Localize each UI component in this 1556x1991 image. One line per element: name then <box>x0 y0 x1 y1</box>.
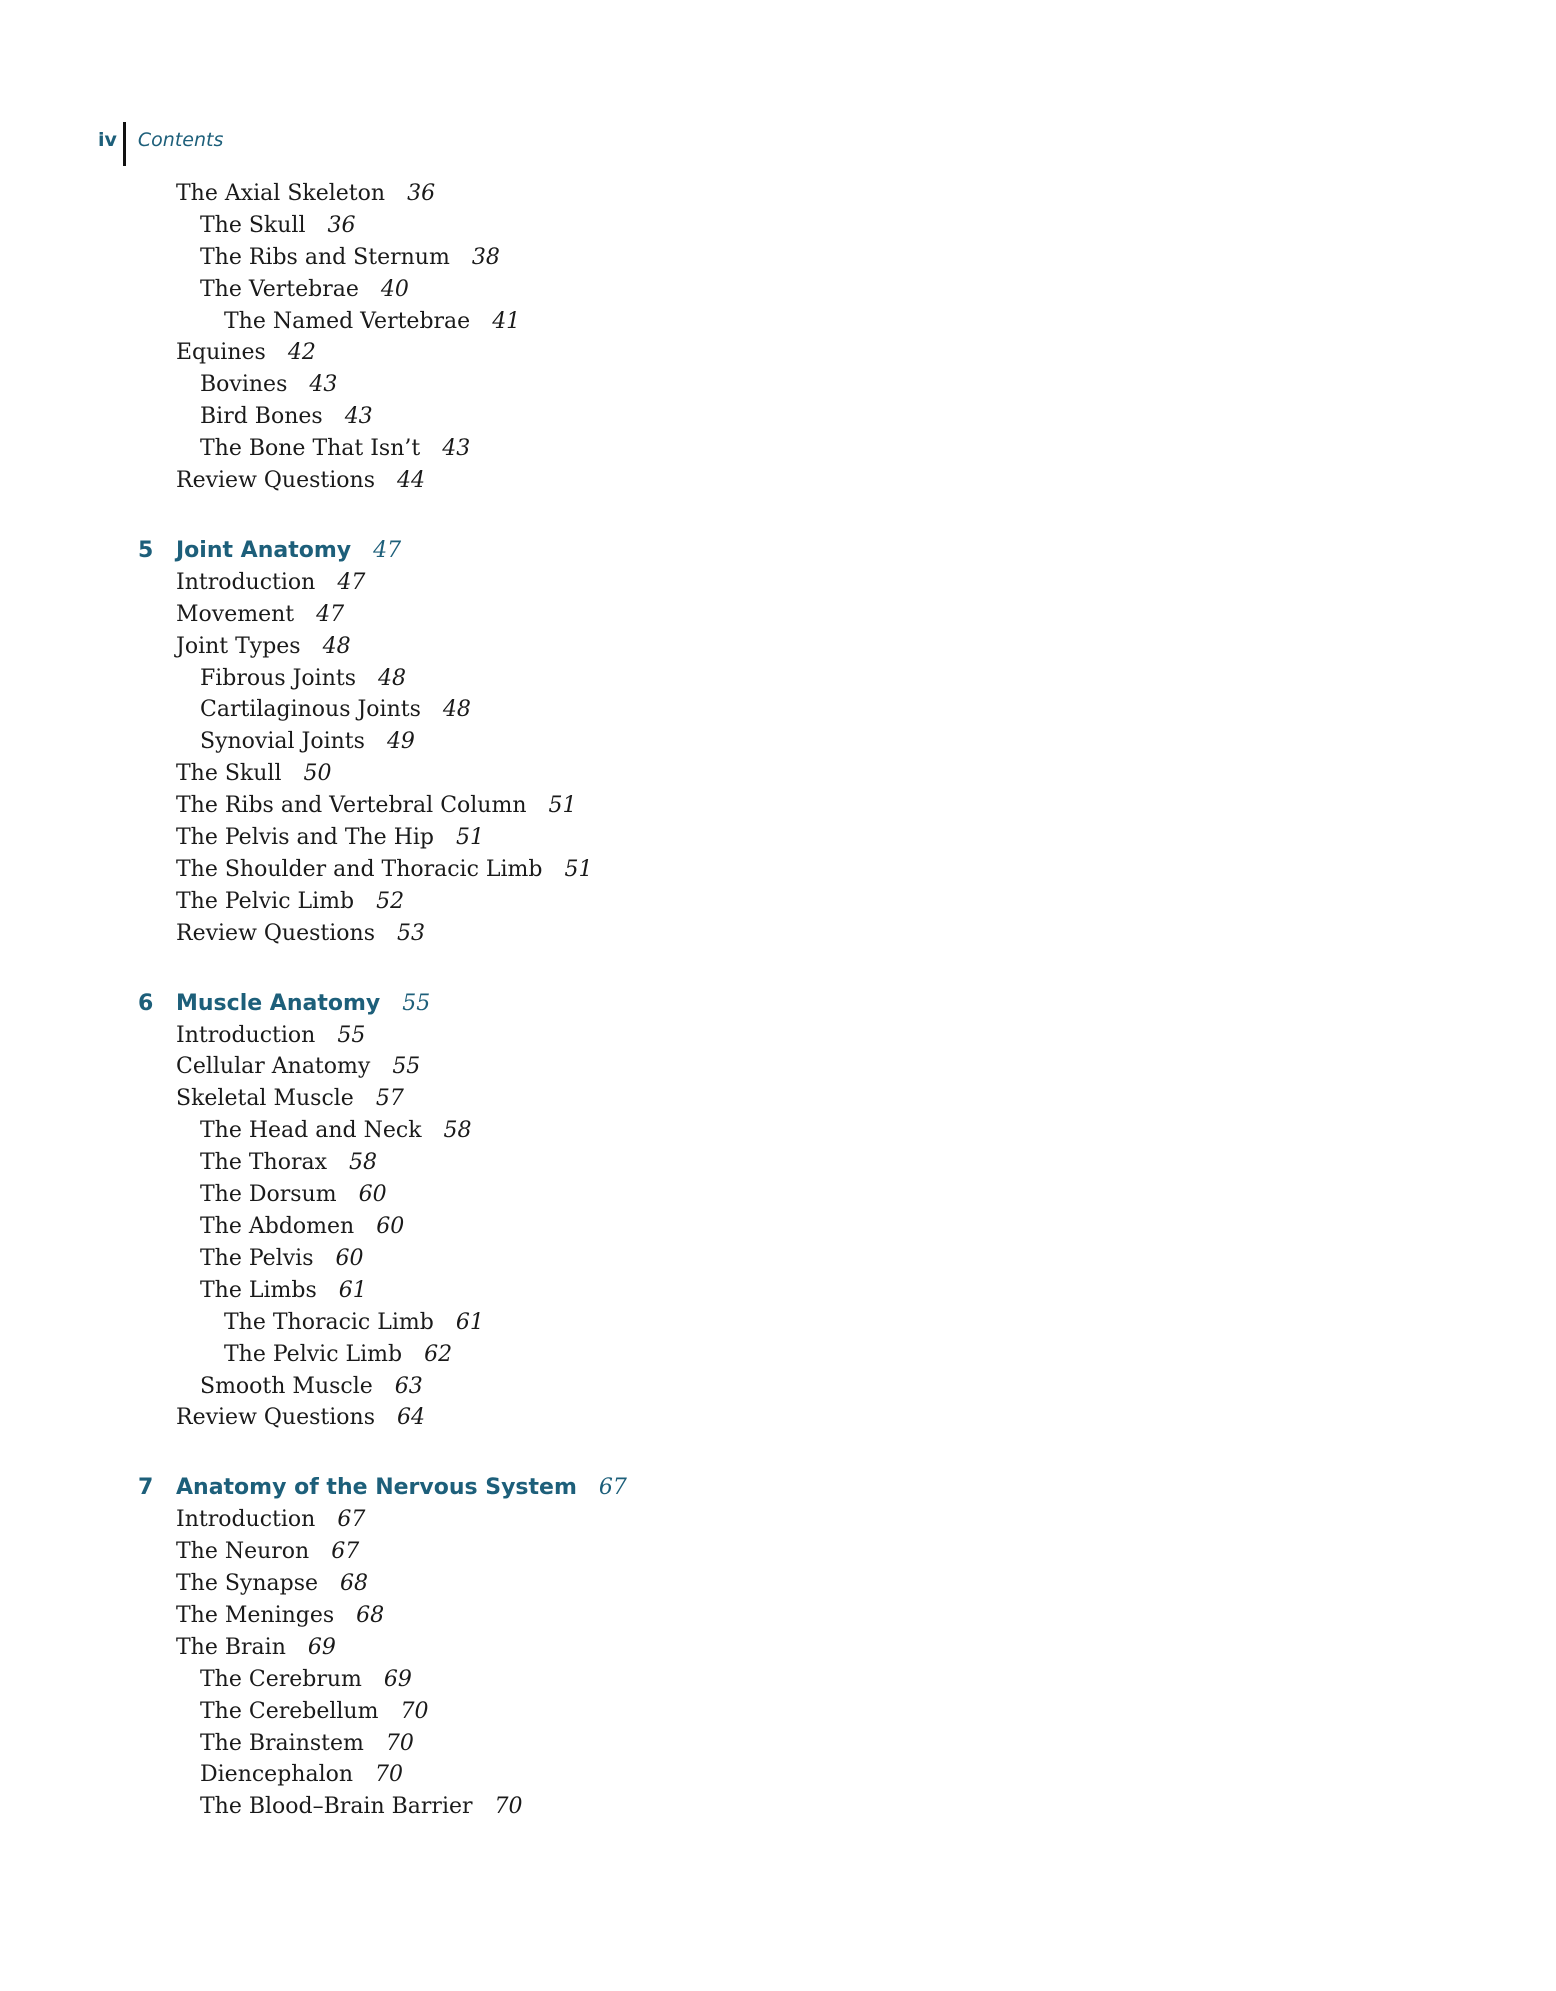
toc-entry-title: The Bone That Isn’t <box>200 436 421 461</box>
toc-entry-title: Bovines <box>200 372 288 397</box>
page-number: 55 <box>337 1023 366 1048</box>
toc-entry[interactable] <box>176 178 435 210</box>
page-number: 60 <box>376 1214 405 1239</box>
toc-entry[interactable] <box>176 337 316 369</box>
page-number: 64 <box>397 1405 425 1430</box>
toc-entry-title: Cellular Anatomy <box>176 1054 371 1079</box>
toc-entry-title: The Pelvis and The Hip <box>176 825 434 850</box>
toc-entry-title: The Pelvic Limb <box>176 889 355 914</box>
page-number: 61 <box>338 1278 367 1303</box>
toc-entry-title: Introduction <box>176 570 316 595</box>
toc-entry-title: The Thoracic Limb <box>224 1310 434 1335</box>
page-number: 47 <box>316 602 345 627</box>
toc-entry-title: Movement <box>176 602 295 627</box>
toc-entry-title: The Shoulder and Thoracic Limb <box>176 857 543 882</box>
page-number: 57 <box>375 1086 404 1111</box>
toc-entry[interactable] <box>176 854 593 886</box>
page-number: 67 <box>331 1539 360 1564</box>
page-number: 42 <box>287 340 316 365</box>
chapter-title: Muscle Anatomy <box>176 991 381 1016</box>
page-number: 43 <box>344 404 373 429</box>
toc-entry-title: The Vertebrae <box>200 277 359 302</box>
toc-entry[interactable] <box>200 401 373 433</box>
toc-entry[interactable] <box>200 1243 363 1275</box>
toc-entry-title: The Axial Skeleton <box>176 181 386 206</box>
toc-entry-title: The Pelvic Limb <box>224 1342 403 1367</box>
toc-entry-title: Review Questions <box>176 1405 375 1430</box>
toc-entry-title: The Skull <box>200 213 306 238</box>
toc-entry-title: Synovial Joints <box>200 729 365 754</box>
toc-entry[interactable] <box>176 567 365 599</box>
toc-entry-title: Review Questions <box>176 921 375 946</box>
toc-entry[interactable] <box>176 1600 384 1632</box>
toc-entry-title: Review Questions <box>176 468 375 493</box>
page-number: 55 <box>392 1054 421 1079</box>
page-number: 68 <box>356 1603 385 1628</box>
page-number: 67 <box>337 1507 366 1532</box>
page-number: 48 <box>378 666 406 691</box>
toc-entry[interactable] <box>176 1536 359 1568</box>
toc-entry[interactable] <box>176 790 577 822</box>
toc-entry-title: Fibrous Joints <box>200 666 356 691</box>
chapter-number: 5 <box>138 538 154 563</box>
toc-entry[interactable] <box>200 1696 428 1728</box>
toc-entry-title: Smooth Muscle <box>200 1374 373 1399</box>
page-number: 61 <box>455 1310 484 1335</box>
toc-entry[interactable] <box>224 1307 484 1339</box>
page-folio: iv <box>98 128 117 151</box>
page-number: 62 <box>424 1342 453 1367</box>
page-number: 50 <box>303 761 332 786</box>
page-number: 70 <box>400 1699 429 1724</box>
toc-entry[interactable] <box>200 274 409 306</box>
toc-entry[interactable] <box>176 1632 336 1664</box>
toc-entry[interactable] <box>200 1147 377 1179</box>
page-number: 48 <box>322 634 351 659</box>
toc-entry[interactable] <box>176 631 351 663</box>
toc-entry-title: The Cerebrum <box>200 1667 362 1692</box>
header-rule <box>123 122 126 166</box>
toc-entry[interactable] <box>200 726 415 758</box>
page-number: 43 <box>442 436 471 461</box>
toc-entry[interactable] <box>176 1568 368 1600</box>
page-number: 58 <box>443 1118 472 1143</box>
page-number: 40 <box>380 277 409 302</box>
toc-entry-title: Bird Bones <box>200 404 323 429</box>
running-head-title: Contents <box>137 128 224 151</box>
toc-entry-title: Equines <box>176 340 266 365</box>
toc-entry[interactable] <box>200 1115 472 1147</box>
page-number: 49 <box>386 729 415 754</box>
toc-entry[interactable] <box>176 1083 404 1115</box>
page-number: 51 <box>548 793 577 818</box>
chapter-number: 6 <box>138 991 154 1016</box>
toc-entry[interactable] <box>176 1402 425 1434</box>
page-number: 43 <box>309 372 338 397</box>
toc-entry-title: The Skull <box>176 761 282 786</box>
page-number: 53 <box>397 921 425 946</box>
page-number: 58 <box>348 1150 377 1175</box>
toc-entry-title: The Brainstem <box>200 1731 364 1756</box>
toc-entry-title: The Ribs and Vertebral Column <box>176 793 527 818</box>
toc-entry-title: The Ribs and Sternum <box>200 245 450 270</box>
toc-entry[interactable] <box>200 242 500 274</box>
page-number: 44 <box>397 468 425 493</box>
toc-entry-title: The Head and Neck <box>200 1118 422 1143</box>
chapter-entry[interactable] <box>138 535 401 567</box>
page-number: 67 <box>598 1475 627 1500</box>
page-number: 60 <box>335 1246 364 1271</box>
toc-entry[interactable] <box>200 1791 523 1823</box>
toc-entry[interactable] <box>200 663 406 695</box>
toc-entry-title: The Meninges <box>176 1603 335 1628</box>
running-head <box>98 122 223 166</box>
page-number: 47 <box>337 570 366 595</box>
page-number: 36 <box>327 213 356 238</box>
page-number: 41 <box>492 309 521 334</box>
toc-entry-title: The Pelvis <box>200 1246 314 1271</box>
toc-entry-title: The Cerebellum <box>200 1699 379 1724</box>
page-number: 60 <box>358 1182 387 1207</box>
toc-entry[interactable] <box>176 1504 365 1536</box>
toc-entry[interactable] <box>200 1664 412 1696</box>
page-number: 70 <box>385 1731 414 1756</box>
toc-entry-title: The Neuron <box>176 1539 310 1564</box>
toc-entry-title: Cartilaginous Joints <box>200 697 421 722</box>
toc-entry-title: The Limbs <box>200 1278 317 1303</box>
toc-entry-title: The Named Vertebrae <box>224 309 471 334</box>
toc-entry[interactable] <box>224 1339 452 1371</box>
page-number: 38 <box>471 245 500 270</box>
toc-entry[interactable] <box>200 1759 403 1791</box>
page-number: 69 <box>383 1667 412 1692</box>
chapter-number: 7 <box>138 1475 154 1500</box>
page-number: 51 <box>564 857 593 882</box>
toc-entry-title: The Abdomen <box>200 1214 355 1239</box>
toc-entry-title: The Thorax <box>200 1150 327 1175</box>
toc-entry-title: The Brain <box>176 1635 286 1660</box>
toc-entry[interactable] <box>176 886 404 918</box>
toc-entry[interactable] <box>200 1728 414 1760</box>
toc-entry[interactable] <box>176 758 332 790</box>
toc-entry[interactable] <box>224 306 520 338</box>
toc-entry[interactable] <box>176 1051 420 1083</box>
page-number: 47 <box>373 538 402 563</box>
toc-entry[interactable] <box>200 1371 423 1403</box>
toc-entry[interactable] <box>200 210 356 242</box>
toc-entry-title: The Synapse <box>176 1571 319 1596</box>
chapter-entry[interactable] <box>138 1472 627 1504</box>
page-number: 70 <box>494 1794 523 1819</box>
page-number: 68 <box>340 1571 369 1596</box>
toc-entry[interactable] <box>200 1179 387 1211</box>
page-number: 70 <box>375 1762 404 1787</box>
toc-entry[interactable] <box>200 1275 367 1307</box>
toc-entry-title: Introduction <box>176 1507 316 1532</box>
chapter-title: Joint Anatomy <box>176 538 352 563</box>
toc-entry[interactable] <box>176 465 425 497</box>
page-number: 69 <box>307 1635 336 1660</box>
toc-entry-title: Joint Types <box>176 634 301 659</box>
toc-entry[interactable] <box>200 1211 404 1243</box>
toc-entry[interactable] <box>200 694 471 726</box>
toc-entry[interactable] <box>200 369 337 401</box>
toc-entry-title: Diencephalon <box>200 1762 354 1787</box>
toc-entry[interactable] <box>176 1020 365 1052</box>
toc-entry[interactable] <box>176 918 425 950</box>
page-number: 52 <box>376 889 405 914</box>
chapter-entry[interactable] <box>138 988 430 1020</box>
toc-entry-title: The Blood–Brain Barrier <box>200 1794 473 1819</box>
page-number: 48 <box>442 697 471 722</box>
page-number: 63 <box>394 1374 423 1399</box>
toc-entry-title: Introduction <box>176 1023 316 1048</box>
toc-entry-title: Skeletal Muscle <box>176 1086 354 1111</box>
chapter-title: Anatomy of the Nervous System <box>176 1475 577 1500</box>
toc-entry[interactable] <box>176 599 344 631</box>
page-number: 55 <box>402 991 431 1016</box>
toc-entry[interactable] <box>200 433 470 465</box>
toc-entry[interactable] <box>176 822 484 854</box>
page-number: 36 <box>407 181 436 206</box>
toc-entry-title: The Dorsum <box>200 1182 337 1207</box>
page-number: 51 <box>456 825 484 850</box>
